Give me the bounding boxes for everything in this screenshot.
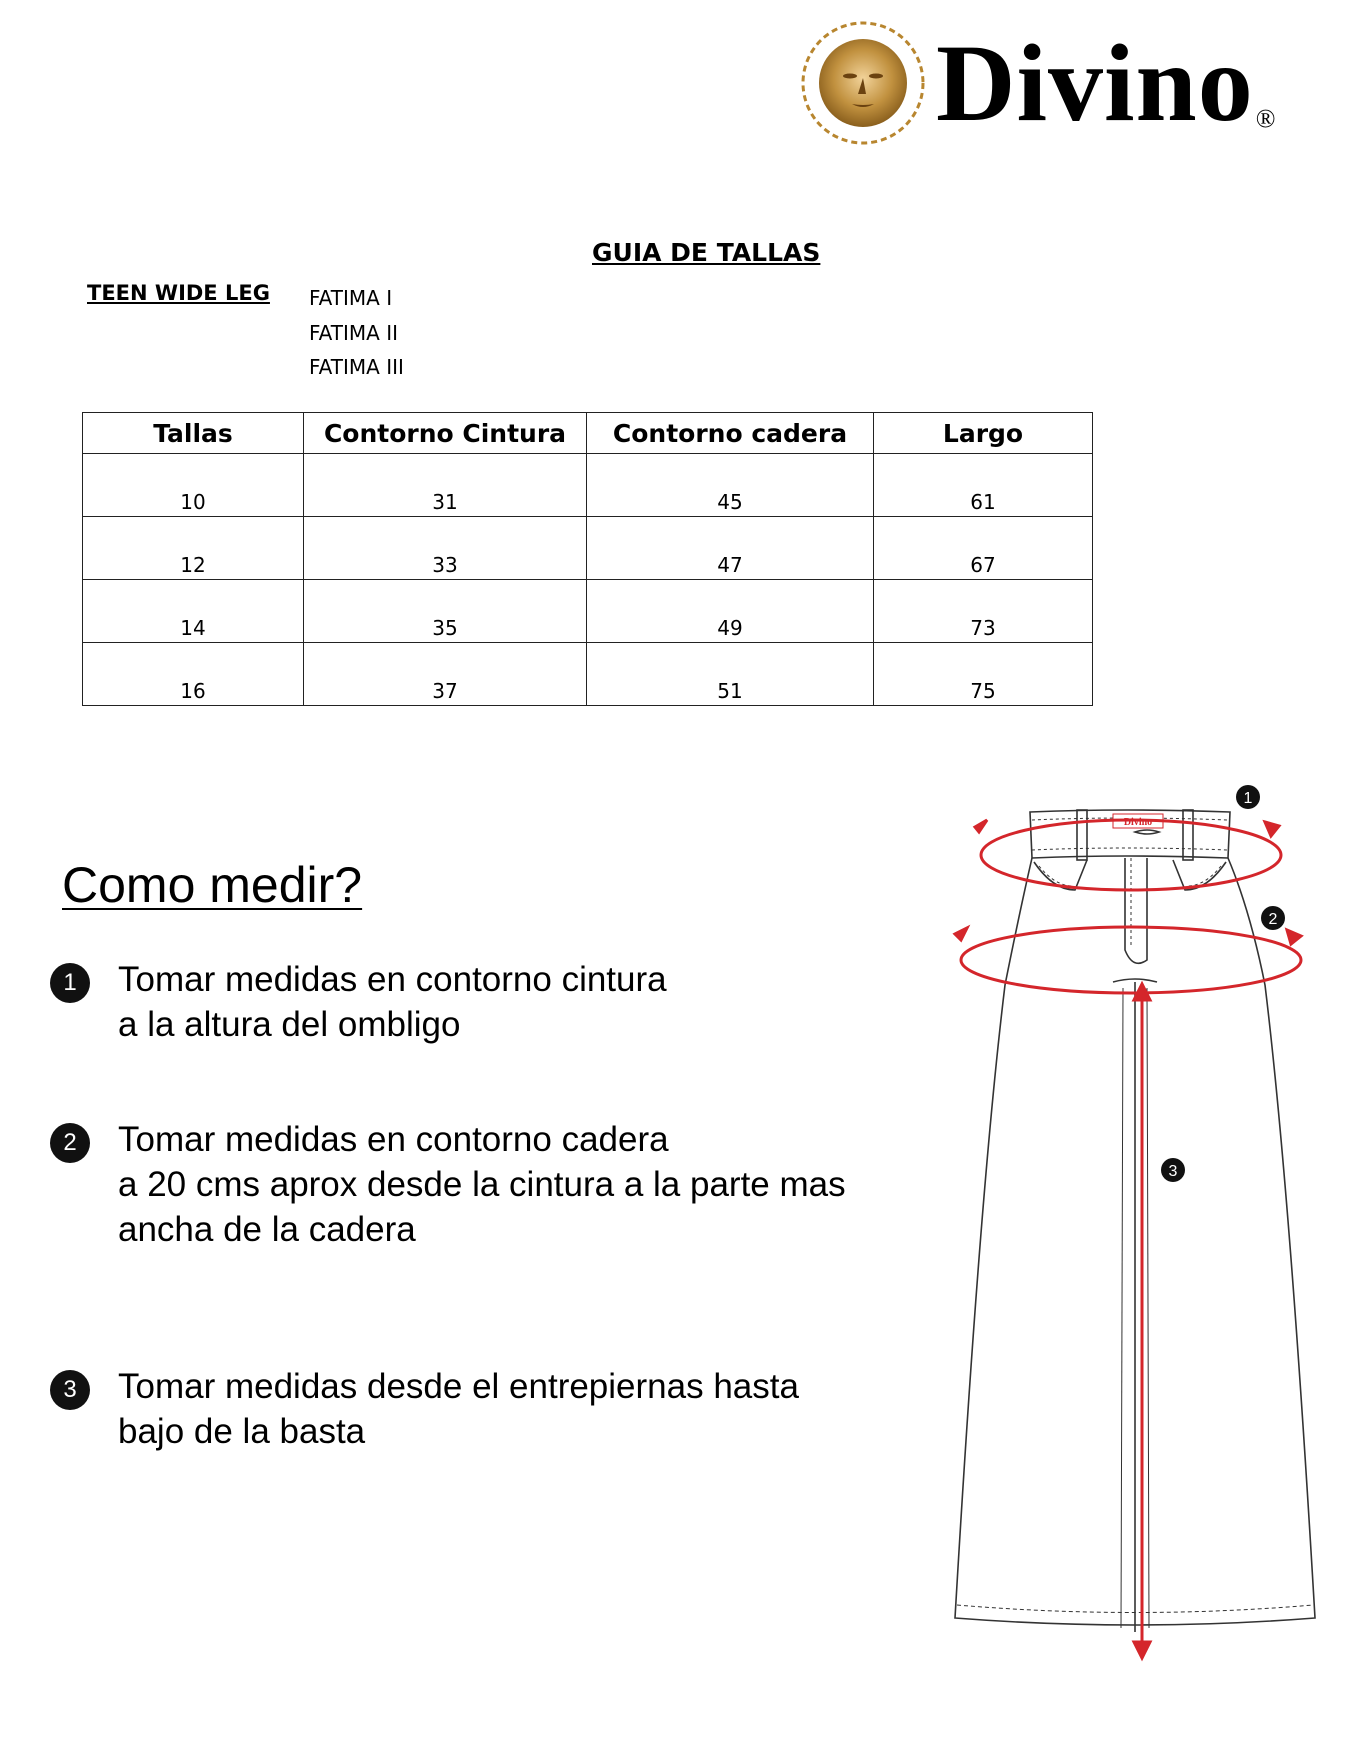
table-cell: 33 [304, 517, 587, 580]
table-cell: 49 [587, 580, 874, 643]
table-cell: 75 [874, 643, 1093, 706]
step-line: a la altura del ombligo [118, 1005, 461, 1044]
table-cell: 61 [874, 454, 1093, 517]
table-cell: 14 [83, 580, 304, 643]
registered-mark: ® [1255, 104, 1277, 133]
table-cell: 45 [587, 454, 874, 517]
table-cell: 12 [83, 517, 304, 580]
svg-text:3: 3 [1168, 1163, 1178, 1180]
step-line: a 20 cms aprox desde la cintura a la parte mas [118, 1165, 846, 1204]
step-text [118, 1364, 799, 1454]
table-cell: 16 [83, 643, 304, 706]
brand-wordmark [936, 8, 1277, 158]
step-line: bajo de la basta [118, 1412, 366, 1451]
figure-marker-1 [1236, 785, 1260, 809]
step-number-badge: 2 [50, 1123, 90, 1163]
figure-marker-3 [1161, 1158, 1185, 1182]
model-list [309, 281, 404, 385]
table-row [83, 643, 1093, 706]
table-row [83, 454, 1093, 517]
sun-face-seal-icon [800, 20, 926, 146]
table-row [83, 580, 1093, 643]
svg-text:1: 1 [1243, 790, 1253, 807]
svg-text:2: 2 [1268, 911, 1278, 928]
column-header: Contorno Cintura [304, 413, 587, 454]
step-line: Tomar medidas desde el entrepiernas hasta [118, 1367, 799, 1406]
table-cell: 10 [83, 454, 304, 517]
model-item: FATIMA III [309, 355, 404, 379]
table-cell: 73 [874, 580, 1093, 643]
size-table [82, 412, 1093, 706]
model-item: FATIMA I [309, 286, 393, 310]
measure-step-1 [50, 957, 667, 1047]
step-line: ancha de la cadera [118, 1210, 416, 1249]
how-to-measure-title: Como medir? [62, 857, 363, 913]
measure-step-2 [50, 1117, 846, 1252]
column-header: Contorno cadera [587, 413, 874, 454]
brand-logo [800, 20, 926, 146]
step-text [118, 1117, 846, 1252]
table-cell: 51 [587, 643, 874, 706]
table-cell: 31 [304, 454, 587, 517]
brand-name: Divino [936, 22, 1254, 144]
table-cell: 37 [304, 643, 587, 706]
product-line: TEEN WIDE LEG [87, 281, 270, 305]
wide-leg-pants-icon [935, 770, 1335, 1670]
step-number-badge: 3 [50, 1370, 90, 1410]
table-cell: 67 [874, 517, 1093, 580]
column-header: Largo [874, 413, 1093, 454]
step-line: Tomar medidas en contorno cintura [118, 960, 667, 999]
table-row [83, 517, 1093, 580]
table-cell: 35 [304, 580, 587, 643]
measure-step-3 [50, 1364, 799, 1454]
waist-measure-loop [981, 820, 1281, 890]
pants-measurement-figure [935, 770, 1335, 1670]
model-item: FATIMA II [309, 320, 399, 345]
step-line: Tomar medidas en contorno cadera [118, 1120, 669, 1159]
step-text [118, 957, 667, 1047]
column-header: Tallas [83, 413, 304, 454]
guide-title: GUIA DE TALLAS [592, 238, 821, 267]
waistband-label: Divino [1123, 817, 1153, 828]
figure-marker-2 [1261, 906, 1285, 930]
step-number-badge: 1 [50, 963, 90, 1003]
table-header-row [83, 413, 1093, 454]
table-cell: 47 [587, 517, 874, 580]
